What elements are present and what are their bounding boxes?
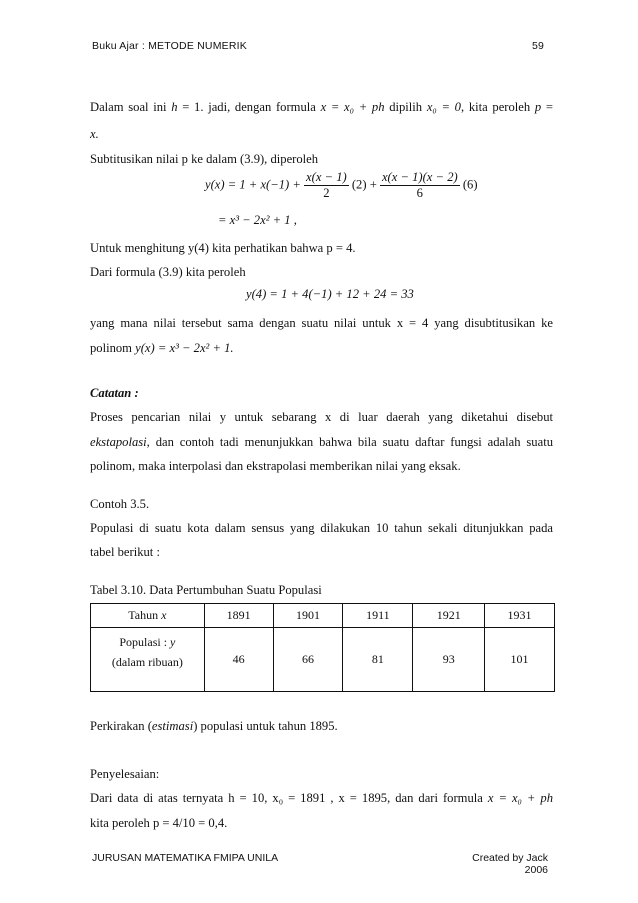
row-label-year: Tahun x — [91, 604, 205, 628]
equation-y-x-result: = x³ − 2x² + 1 , — [218, 213, 297, 227]
penyelesaian-line-2: kita peroleh p = 4/10 = 0,4. — [90, 816, 228, 830]
catatan-line-2: ekstapolasi, dan contoh tadi menunjukkan bahwa bila suatu daftar fungsi adalah suatu — [90, 435, 553, 449]
year-cell: 1931 — [485, 604, 555, 628]
population-label-b: (dalam ribuan) — [111, 655, 183, 669]
page-number: 59 — [532, 40, 545, 52]
paragraph-intro-cont: x. — [90, 127, 99, 141]
subst-line: Subtitusikan nilai p ke dalam (3.9), diperoleh — [90, 152, 319, 166]
table-row — [91, 628, 555, 692]
penyelesaian-line-1: Dari data di atas ternyata h = 10, x₀ = 1891 , x = 1895, dan dari formula x = x₀ + ph — [90, 791, 553, 805]
running-header: Buku Ajar : METODE NUMERIK — [92, 40, 247, 52]
population-cell: 66 — [273, 628, 343, 692]
contoh-line-1: Populasi di suatu kota dalam sensus yang dilakukan 10 tahun sekali ditunjukkan pada — [90, 521, 553, 535]
dari-line: Dari formula (3.9) kita peroleh — [90, 265, 246, 279]
contoh-line-2: tabel berikut : — [90, 545, 160, 559]
paragraph-yang-cont: polinom y(x) = x³ − 2x² + 1. — [90, 341, 234, 355]
table-caption: Tabel 3.10. Data Pertumbuhan Suatu Populasi — [90, 583, 322, 597]
population-cell: 81 — [343, 628, 413, 692]
contoh-title: Contoh 3.5. — [90, 497, 150, 511]
catatan-line-1: Proses pencarian nilai y untuk sebarang x di luar daerah yang diketahui disebut — [90, 410, 553, 424]
equation-y-4: y(4) = 1 + 4(−1) + 12 + 24 = 33 — [246, 287, 414, 301]
footer-department: JURUSAN MATEMATIKA FMIPA UNILA — [92, 852, 279, 864]
paragraph-yang: yang mana nilai tersebut sama dengan suatu nilai untuk x = 4 yang disubtitusikan ke — [90, 316, 553, 330]
population-cell: 46 — [204, 628, 273, 692]
year-cell: 1921 — [413, 604, 485, 628]
paragraph-intro: Dalam soal ini h = 1. jadi, dengan formula x = x₀ + ph dipilih x₀ = 0, kita peroleh p = — [90, 100, 553, 114]
year-cell: 1911 — [343, 604, 413, 628]
year-cell: 1891 — [204, 604, 273, 628]
fraction-1: $\frac{x(x - 1)}{2}$ — [306, 170, 347, 200]
year-cell: 1901 — [273, 604, 343, 628]
footer-credit: Created by Jack 2006 — [472, 852, 548, 876]
fraction-2: $\frac{x(x - 1)(x - 2)}{6}$ — [381, 170, 458, 200]
penyelesaian-title: Penyelesaian: — [90, 767, 160, 781]
catatan-title: Catatan : — [90, 386, 139, 400]
equation-y-x: y(x) = 1 + x(−1) + $\frac{x(x - 1)}{2}$ (2) + $\frac{x(x - 1)(x - 2)}{6}$ (6) — [205, 170, 478, 200]
hitung-line: Untuk menghitung y(4) kita perhatikan bahwa p = 4. — [90, 241, 356, 255]
perkirakan-line: Perkirakan (estimasi) populasi untuk tahun 1895. — [90, 719, 338, 733]
population-cell: 93 — [413, 628, 485, 692]
population-cell: 101 — [485, 628, 555, 692]
row-label-population — [91, 628, 205, 692]
catatan-line-3: polinom, maka interpolasi dan ekstrapolasi memberikan nilai yang eksak. — [90, 459, 461, 473]
table-row — [91, 604, 555, 628]
population-table — [90, 603, 555, 692]
population-label-a: Populasi : y — [119, 635, 176, 649]
